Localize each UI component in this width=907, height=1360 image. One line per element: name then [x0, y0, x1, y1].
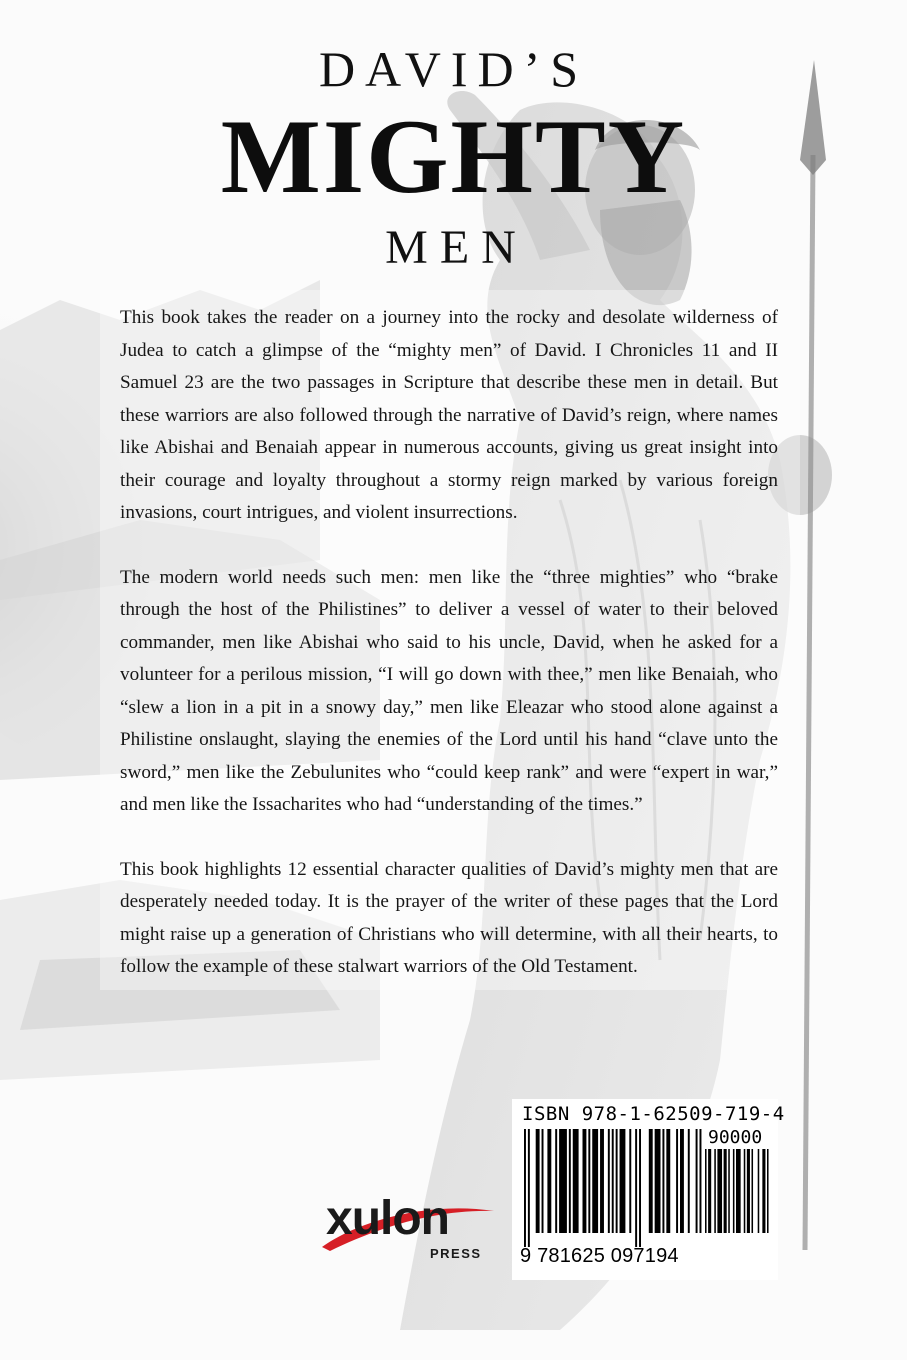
title-line-davids: DAVID’S — [318, 41, 589, 97]
title-line-mighty: MIGHTY — [220, 98, 687, 215]
xulon-press-logo — [318, 1193, 498, 1265]
barcode-digits: 9 781625 097194 — [520, 1245, 679, 1267]
barcode-addon-bars — [705, 1149, 769, 1247]
barcode-bars — [524, 1129, 702, 1247]
book-description — [120, 302, 778, 1016]
logo-press-label: PRESS — [430, 1246, 482, 1261]
description-paragraph-1: This book takes the reader on a journey into the rocky and desolate wilderness of Judea to catch a glimpse of the “mighty men” of David. I Chronicles 11 and II Samuel 23 are the two passages in Scripture that describe these men in detail. But these warriors are also followed through the narrative of David’s reign, where names like Abishai and Benaiah appear in numerous accounts, giving us great insight into their courage and loyalty throughout a stormy reign marked by various foreign invasions, court intrigues, and violent insurrections. — [120, 307, 778, 523]
description-paragraph-2: The modern world needs such men: men like the “three mighties” who “brake through the host of the Philistines” to deliver a vessel of water to their beloved commander, men like Abishai who said to his uncle, David, when he asked for a volunteer for a perilous mission, “I will go down with thee,” men like Benaiah, who “slew a lion in a pit in a snowy day,” men like Eleazar who stood alone against a Philistine onslaught, slaying the enemies of the Lord until his hand “clave unto the sword,” men like the Zebulunites who “could keep rank” and were “expert in war,” and men like the Issacharites who had “understanding of the times.” — [120, 566, 778, 815]
isbn-barcode — [512, 1099, 785, 1280]
isbn-label: ISBN 978-1-62509-719-4 — [522, 1103, 785, 1125]
description-paragraph-3: This book highlights 12 essential character qualities of David’s mighty men that are desperately needed today. It is the prayer of the writer of these pages that the Lord might raise up a generation of Christians who will determine, with all their hearts, to follow the example of these stalwart warriors of the Old Testament. — [120, 858, 778, 977]
logo-wordmark: xulon — [326, 1192, 449, 1245]
title-line-men: MEN — [385, 221, 528, 274]
barcode-price-code: 90000 — [708, 1127, 763, 1148]
